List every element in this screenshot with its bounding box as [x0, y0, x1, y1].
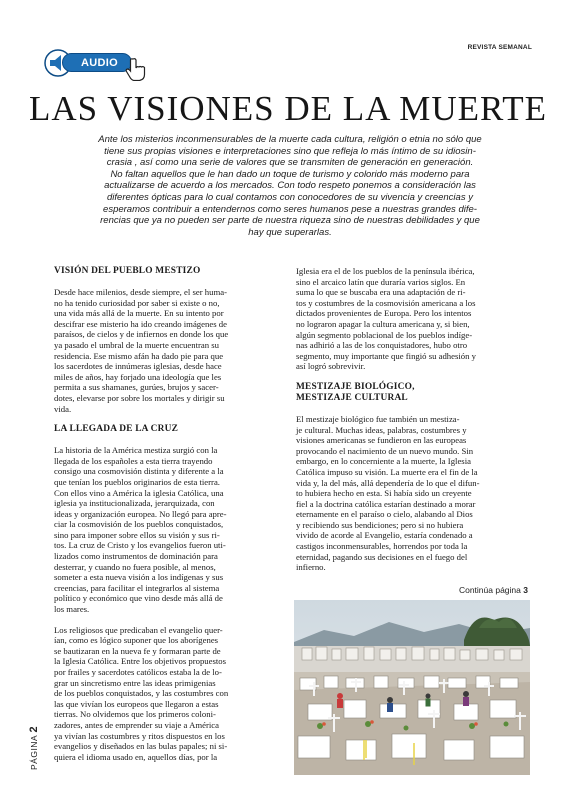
intro-line: actualizarse de acuerdo a los mercados. Con todo respeto ponemos a consideración las [104, 180, 476, 192]
text-line: y recibiendo sus bendiciones; pero si no hubiera [296, 519, 464, 530]
text-line: MESTIZAJE BIOLÓGICO, [296, 381, 415, 392]
paragraph [296, 414, 511, 573]
text-line: de los pueblos conquistados, y las costumbres con [54, 688, 229, 699]
text-line: provocando el nacimiento de un nuevo mundo. Sin [296, 445, 474, 456]
paragraph [54, 287, 269, 414]
page-label: PÁGINA [29, 735, 39, 770]
text-line: consigo una cosmovisión distinta y diferente a la [54, 466, 224, 477]
intro-line: No faltan aquellos que le han dado un toque de turismo y colorido más moderno para [110, 168, 470, 180]
paragraph [296, 266, 511, 372]
text-line: político y económico que vino desde más allá de [54, 593, 223, 604]
text-line: una vida más allá de la muerte. En su intento por [54, 308, 224, 319]
text-line: miles de años, hay forjado una ideología que les [54, 371, 222, 382]
text-line: Desde hace milenios, desde siempre, el ser huma- [54, 287, 227, 297]
text-line: embargo, en lo concerniente a la muerte, la Iglesia [296, 456, 471, 467]
article-intro [56, 134, 524, 238]
text-line: vida. [54, 403, 72, 414]
text-line: lizados como instrumentos de dominación para [54, 551, 218, 562]
text-line: se bautizaran en la nueva fe y formaran parte de [54, 645, 221, 656]
section-heading [296, 382, 511, 404]
text-line: eternamente en el paraíso o cielo, alabando al Dios [296, 509, 473, 520]
audio-label: AUDIO [81, 57, 118, 69]
text-line: nas adhirió a las de los conquistadores, hubo otro [296, 340, 468, 351]
text-line: MESTIZAJE CULTURAL [296, 392, 408, 403]
text-line: las que vivían los europeos que llegaron a estas [54, 698, 219, 709]
text-line: El mestizaje biológico fue también un mestiza- [296, 413, 460, 424]
text-line: castigos inconmensurables, horrendos por toda la [296, 541, 468, 552]
intro-line: rencias que ya no pueden ser parte de nuestra riqueza sino de nuestras debilidades y que [100, 215, 480, 227]
intro-line: hay que superarlas. [248, 226, 332, 238]
audio-button[interactable] [44, 49, 156, 79]
text-line: LA LLEGADA DE LA CRUZ [54, 424, 179, 435]
text-line: ya pasado el umbral de la muerte encuentran su [54, 339, 219, 350]
text-line: fiel a la doctrina católica estarían destinado a morar [296, 498, 476, 509]
text-line: tierras. No olvidemos que los primeros coloni- [54, 709, 216, 720]
cemetery-photo [294, 600, 530, 775]
right-column [296, 266, 511, 583]
text-line: evangelios y diseñados en las bulas papales; ni si- [54, 741, 228, 752]
article-title: LAS VISIONES DE LA MUERTE [28, 89, 548, 128]
text-line: así logró sobrevivir. [296, 361, 366, 372]
left-column [54, 266, 269, 772]
text-line: la Iglesia Católica. Entre los objetivos propuestos [54, 656, 227, 667]
text-line: Iglesia era el de los pueblos de la península ibérica, [296, 266, 475, 276]
text-line: eternidad, pagando sus decisiones en el fuego del [296, 551, 468, 562]
text-line: sino el arcaico latín que duraría varios siglos. En [296, 276, 466, 287]
text-line: someter a esta nueva visión a los indígenas y sus [54, 572, 224, 583]
text-line: residencia. Ese mismo afán ha dado pie para que [54, 350, 224, 361]
text-line: segmento, muy importante que fingió su adhesión y [296, 350, 476, 361]
text-line: descifrar ese misterio ha ido creando imágenes de [54, 318, 227, 329]
text-line: que tenían los pueblos originarios de esta tierra. [54, 476, 220, 487]
paragraph [54, 625, 269, 763]
text-line: Con ellos vino a América la iglesia Católica, una [54, 487, 224, 498]
text-line: los sacerdotes de innúmeras iglesias, desde hace [54, 361, 222, 372]
text-line: por frailes y sacerdotes católicos estaba la de lo- [54, 667, 222, 677]
text-line: tos y costumbres de la cosmovisión americana a los [296, 297, 476, 308]
intro-line: Ante los misterios inconmensurables de la muerte cada cultura, religión o etnia no sólo que [98, 134, 482, 145]
text-line: paraísos, de cielos y de infiernos en donde los que [54, 329, 229, 340]
intro-line: esperamos contribuir a entendernos como seres humanos pese a nuestras grandes dife- [103, 203, 477, 215]
text-line: creencias, para facilitar el integrarlos al sistema [54, 582, 220, 593]
section-heading [54, 266, 269, 277]
intro-line: crasia , así como una serie de valores que se transmiten de generación en generación. [106, 157, 474, 169]
continue-note [459, 585, 528, 595]
text-line: permita a sus shamanes, gurúes, brujos y sacer- [54, 382, 219, 393]
intro-line: tiene sus propias visiones e interpretaciones sino que refleja lo más íntimo de su idiosin- [104, 145, 476, 157]
text-line: los mares. [54, 604, 90, 615]
text-line: algún segmento poblacional de los pueblos indíge- [296, 329, 473, 340]
text-line: tos. La cruz de Cristo y los evangelios fueron uti- [54, 540, 226, 551]
text-line: dictados provenientes de Europa. Pero los intentos [296, 308, 472, 319]
text-line: Católica impuso su visión. La muerte era el fin de la [296, 466, 478, 477]
text-line: je cultural. Muchas ideas, palabras, costumbres y [296, 424, 467, 435]
continue-page-number: 3 [523, 585, 528, 595]
text-line: iglesia ya institucionalizada, jerarquizada, con [54, 498, 215, 509]
text-line: llegada de los españoles a esta tierra trayendo [54, 455, 213, 466]
section-heading [54, 424, 269, 435]
page-number-value: 2 [28, 725, 40, 733]
text-line: no ha tenido curiosidad por saber si existe o no, [54, 297, 220, 308]
text-line: ya vivían las costumbres y ritos dispuestos en los [54, 730, 225, 741]
pointer-hand-icon [124, 57, 150, 81]
audio-badge [62, 53, 132, 72]
paragraph [54, 445, 269, 615]
text-line: no lograron apagar la cultura americana y, si bien, [296, 318, 470, 329]
text-line: zadores, antes de emprender su viaje a América [54, 719, 219, 730]
continue-label: Continúa página [458, 585, 521, 595]
text-line: VISIÓN DEL PUEBLO MESTIZO [54, 266, 201, 276]
text-line: La historia de la América mestiza surgió con la [54, 445, 218, 456]
text-line: sino para imponer sobre ellos su visión y sus ri- [54, 529, 220, 540]
text-line: suma lo que se buscaba era una adaptación de ri- [296, 287, 466, 298]
text-line: vivido de acorde al Evangelio, estaría condenado a [296, 530, 473, 541]
text-line: infierno. [296, 562, 326, 573]
text-line: ían, como es lógico suponer que los aborígenes [54, 635, 219, 646]
text-line: to hubiera hecho en esta. Si había sido un creyente [296, 488, 472, 499]
text-line: Los religiosos que predicaban el evangelio quer- [54, 624, 223, 635]
page-number [26, 720, 40, 770]
intro-line: diferentes ópticas para lo cual contamos con conocedores de su vivencia y creencias y [107, 191, 473, 203]
text-line: ciar la cosmovisión de los pueblos conquistados, [54, 519, 224, 530]
text-line: quiera el idioma usado en, aquellos días, por la [54, 751, 218, 762]
text-line: ideas y organización europea. No llegó para apre- [54, 508, 227, 519]
publication-name: REVISTA SEMANAL [467, 44, 532, 51]
text-line: dotes, elevarse por sobre los mortales y dirigir su [54, 392, 225, 403]
text-line: vida y, la del más, allá dependería de lo que el difun- [296, 477, 480, 488]
text-line: grar un sincretismo entre las ideas primigenias [54, 677, 216, 688]
text-line: visiones americanas se fundieron en las europeas [296, 435, 467, 446]
text-line: desterrar, y cuando no fuera posible, al menos, [54, 561, 216, 572]
